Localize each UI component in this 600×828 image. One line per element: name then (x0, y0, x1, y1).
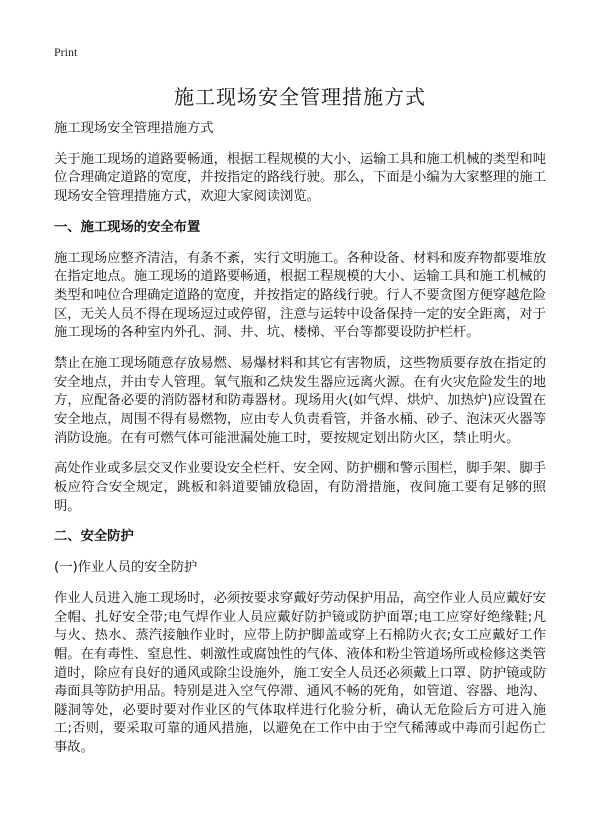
section1-paragraph-1: 施工现场应整齐清洁，有条不紊，实行文明施工。各种设备、材料和废弃物都要堆放在指定地点。施工现场的道路要畅通，根据工程规模的大小、运输工具和施工机械的类型和吨位合理确定道路的宽度，并按指定的路线行驶。行人不要贪图方便穿越危险区，无关人员不得在现场逗过或停留，注意与运转中设备保持一定的安全距离，对于施工现场的各种室内外孔、洞、井、坑、楼梯、平台等都要设防护栏杆。 (54, 250, 546, 341)
document-title: 施工现场安全管理措施方式 (174, 85, 426, 109)
section2-paragraph-1: 作业人员进入施工现场时，必须按要求穿戴好劳动保护用品，高空作业人员应戴好安全帽、扎好安全带;电气焊作业人员应戴好防护镜或防护面罩;电工应穿好绝缘鞋;凡与火、热水、蒸汽接触作业时，应带上防护脚盖或穿上石棉防火衣;女工应戴好工作帽。在有毒性、窒息性、刺激性或腐蚀性的气体、液体和粉尘管道场所或检修这类管道时，除应有良好的通风或除尘设施外，施工安全人员还必须戴上口罩、防护镜或防毒面具等防护用品。特别是进入空气停滞、通风不畅的死角，如管道、容器、地沟、隧洞等处，必要时要对作业区的气体取样进行化验分析，确认无危险后方可进入施工;否则，要采取可靠的通风措施，以避免在工作中由于空气稀薄或中毒而引起伤亡事故。 (54, 591, 546, 755)
print-label: Print (54, 45, 78, 59)
section1-paragraph-3: 高处作业或多层交叉作业要设安全栏杆、安全网、防护棚和警示围栏，脚手架、脚手板应符合安全规定，跳板和斜道要铺放稳固，有防滑措施，夜间施工要有足够的照明。 (54, 461, 546, 514)
intro-paragraph: 关于施工现场的道路要畅通，根据工程规模的大小、运输工具和施工机械的类型和吨位合理确定道路的宽度，并按指定的路线行驶。那么，下面是小编为大家整理的施工现场安全管理措施方式，欢迎大家阅读浏览。 (54, 151, 546, 205)
subsection-heading-worker-protection: (一)作业人员的安全防护 (54, 560, 198, 576)
section-heading-layout: 一、施工现场的安全布置 (54, 219, 201, 235)
document-body (54, 120, 546, 770)
section1-paragraph-2: 禁止在施工现场随意存放易燃、易爆材料和其它有害物质，这些物质要存放在指定的安全地点，并由专人管理。氧气瓶和乙炔发生器应远离火源。在有火灾危险发生的地方，应配备必要的消防器材和防毒器材。现场用火(如气焊、烘炉、加热炉)应设置在安全地点，周围不得有易燃物，应由专人负责看管，并备水桶、砂子、泡沫灭火器等消防设施。在有可燃气体可能泄漏处施工时，要按规定划出防火区，禁止明火。 (54, 356, 546, 446)
document-subtitle: 施工现场安全管理措施方式 (54, 121, 214, 136)
section-heading-protection: 二、安全防护 (54, 529, 134, 545)
